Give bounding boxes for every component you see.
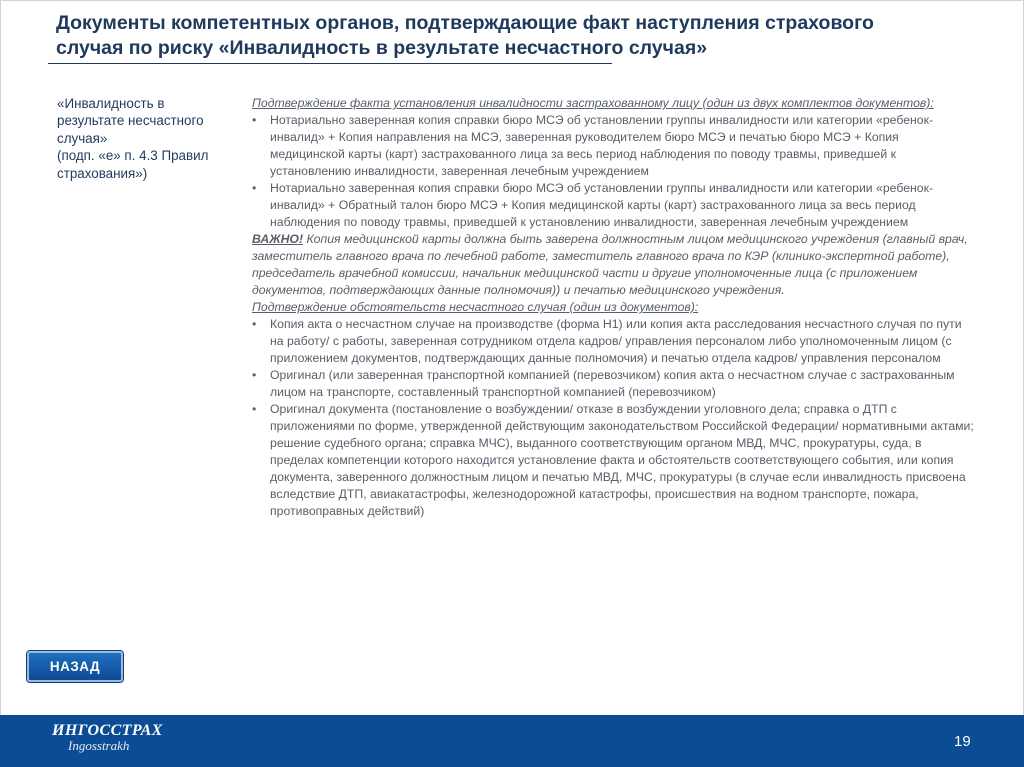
list-item <box>252 316 974 367</box>
bullet-icon: • <box>252 402 257 416</box>
logo-script: Ingosstrakh <box>68 738 130 753</box>
risk-name-column <box>57 95 237 182</box>
documents-column <box>252 95 974 520</box>
important-label: ВАЖНО! <box>252 232 304 246</box>
accident-documents-list <box>252 316 974 520</box>
risk-name-line: случая» <box>57 130 108 146</box>
list-item-text: Оригинал документа (постановление о возбуждении/ отказе в возбуждении уголовного дела; справка о ДТП с приложениями по форме, утвержденной действующим законодательством Российской Федерации/ нормативными актами; решение судебного органа; справка МЧС), выданного соответствующим органом МВД, МЧС, прокуратуры, суда, в пределах компетенции которого находится установление факта и обстоятельств соответствующего события, или копия документа, заверенного должностным лицом и печатью МВД, МЧС, прокуратуры (в случае если инвалидность присвоена вследствие ДТП, авиакатастрофы, железнодорожной катастрофы, происшествия на водном транспорте, пожара, противоправных действий) <box>270 402 974 518</box>
list-item-text: Нотариально заверенная копия справки бюро МСЭ об установлении группы инвалидности или категории «ребенок-инвалид» + Обратный талон бюро МСЭ + Копия медицинской карты (карт) застрахованного лица за весь период наблюдения по поводу травмы, приведшей к установлению инвалидности, заверенная лечебным учреждением <box>270 181 934 229</box>
important-text: Копия медицинской карты должна быть заверена должностным лицом медицинского учреждения (главный врач, заместитель главного врача по лечебной работе, заместитель главного врача по КЭР (клинико-экспертной работе), председатель врачебной комиссии, начальник медицинской части и другие уполномоченные лица (с приложением документов, подтверждающих данные полномочия)) и печатью медицинского учреждения. <box>252 232 968 297</box>
disability-heading: Подтверждение факта установления инвалидности застрахованному лицу (один из двух комплектов документов): <box>252 96 934 110</box>
important-note <box>252 231 974 299</box>
bullet-icon: • <box>252 368 257 382</box>
list-item-text: Копия акта о несчастном случае на производстве (форма Н1) или копия акта расследования несчастного случая по пути на работу/ с работы, заверенная сотрудником отдела кадров/ управления персоналом либо уполномоченным лицом (с приложением документов, подтверждающих данные полномочия) и печатью отдела кадров/ управления персоналом <box>270 317 962 365</box>
logo-wordmark: ИНГОССТРАХ <box>52 722 163 739</box>
list-item <box>252 180 974 231</box>
rules-reference-line: (подп. «е» п. 4.3 Правил <box>57 148 209 164</box>
list-item <box>252 112 974 180</box>
company-logo[interactable] <box>52 722 163 754</box>
risk-name-line: «Инвалидность в <box>57 96 165 111</box>
disability-documents-list <box>252 112 974 231</box>
page-number: 19 <box>954 733 971 750</box>
title-line-1: Документы компетентных органов, подтверждающие факт наступления страхового <box>56 12 874 34</box>
bullet-icon: • <box>252 181 257 195</box>
back-button[interactable]: НАЗАД <box>27 651 123 682</box>
title-underline <box>48 63 612 64</box>
accident-heading: Подтверждение обстоятельств несчастного случая (один из документов): <box>252 300 699 314</box>
bullet-icon: • <box>252 113 257 127</box>
bullet-icon: • <box>252 317 257 331</box>
footer-bar <box>0 715 1024 767</box>
list-item <box>252 367 974 401</box>
title-line-2: случая по риску «Инвалидность в результате несчастного случая» <box>56 37 708 59</box>
rules-reference-line: страхования») <box>57 165 148 181</box>
list-item <box>252 401 974 520</box>
page-title <box>56 11 956 61</box>
risk-name-line: результате несчастного <box>57 113 204 129</box>
list-item-text: Нотариально заверенная копия справки бюро МСЭ об установлении группы инвалидности или категории «ребенок-инвалид» + Копия направления на МСЭ, заверенная руководителем бюро МСЭ и печатью бюро МСЭ + Копия медицинской карты (карт) застрахованного лица за весь период наблюдения по поводу травмы, приведшей к установлению инвалидности, заверенная лечебным учреждением <box>270 113 934 178</box>
list-item-text: Оригинал (или заверенная транспортной компанией (перевозчиком) копия акта о несчастном случае с застрахованным лицом на транспорте, составленный транспортной компанией (перевозчиком) <box>270 368 955 399</box>
